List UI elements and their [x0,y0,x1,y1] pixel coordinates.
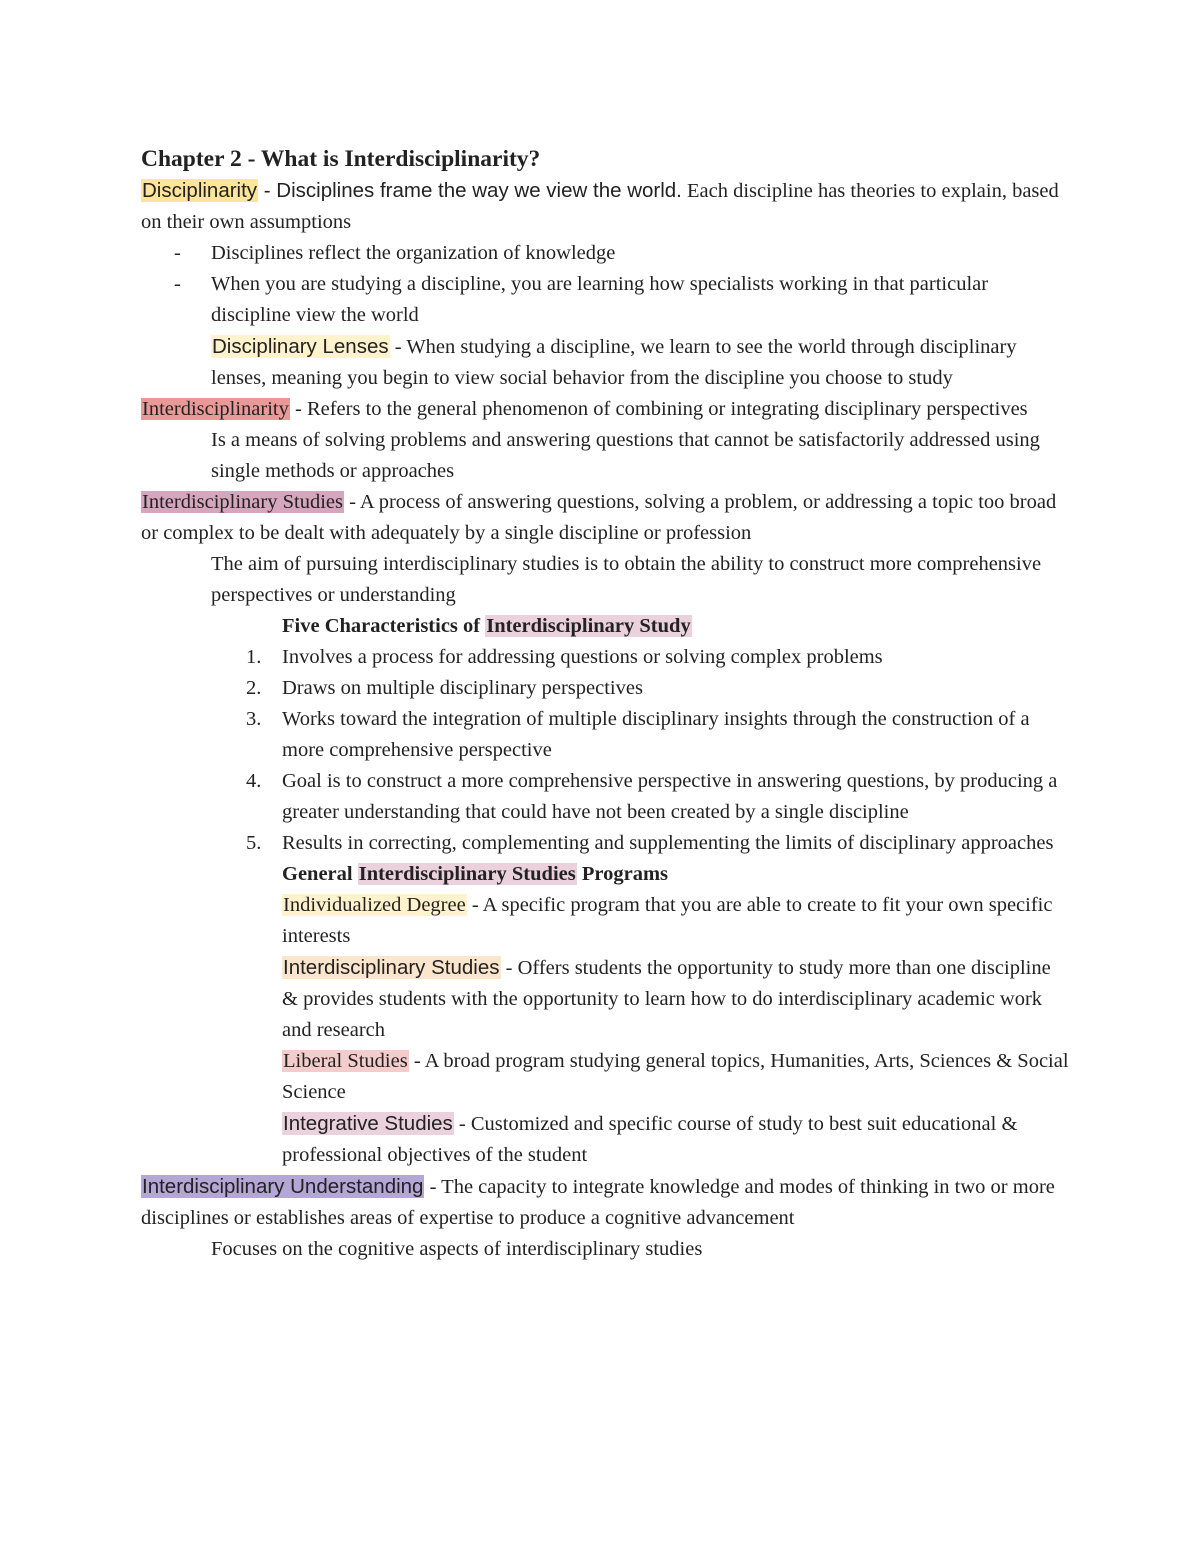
program-definition: - Offers students the opportunity to study more than one discipline & provides students with the opportunity to learn how to do interdisciplinary academic work and research [282,957,1051,1041]
list-number: 3. [246,708,262,730]
document-content [141,144,1071,1265]
program-item [141,890,1071,952]
interdisciplinary-understanding-definition: - The capacity to integrate knowledge and modes of thinking in two or more disciplines or establishes areas of expertise to produce a cognitive advancement [141,1176,1055,1229]
program-term: Integrative Studies [283,1112,453,1135]
disciplinary-lenses-term: Disciplinary Lenses [212,335,389,358]
list-item-text: Results in correcting, complementing and supplementing the limits of disciplinary approaches [282,832,1054,854]
bullet-marker: - [174,242,181,264]
interdisciplinary-studies-note: The aim of pursuing interdisciplinary studies is to obtain the ability to construct more comprehensive perspectives or understanding [211,553,1042,606]
interdisciplinary-studies-paragraph [141,487,1071,549]
interdisciplinarity-definition: - Refers to the general phenomenon of combining or integrating disciplinary perspectives [289,398,1028,420]
interdisciplinary-understanding-note: Focuses on the cognitive aspects of interdisciplinary studies [211,1238,703,1260]
program-definition: - A broad program studying general topics, Humanities, Arts, Sciences & Social Science [282,1050,1069,1103]
program-item [141,952,1071,1046]
program-item [141,1108,1071,1171]
interdisciplinarity-paragraph [141,394,1071,425]
program-definition: - Customized and specific course of study to best suit educational & professional objectives of the student [282,1113,1018,1166]
list-item [141,238,1071,269]
disciplinarity-term: Disciplinarity [142,179,258,202]
list-item-text: Works toward the integration of multiple disciplinary insights through the construction of a more comprehensive perspective [282,708,1030,761]
bullet-text: Disciplines reflect the organization of knowledge [211,242,616,264]
program-item [141,1046,1071,1108]
list-item [141,269,1071,331]
page-title: Chapter 2 - What is Interdisciplinarity? [141,146,541,172]
bullet-marker: - [174,273,181,295]
list-item [141,673,1071,704]
disciplinary-lenses-paragraph [141,331,1071,394]
disciplinarity-definition: Each discipline has theories to explain, based on their own assumptions [141,180,1059,233]
five-characteristics-heading [141,611,1071,642]
list-number: 1. [246,646,262,668]
list-item [141,704,1071,766]
list-item-text: Involves a process for addressing questions or solving complex problems [282,646,883,668]
heading-term: Interdisciplinary Study [486,615,691,637]
interdisciplinarity-term: Interdisciplinarity [142,398,289,420]
disciplinarity-definition-lead: - Disciplines frame the way we view the world. [258,179,682,202]
interdisciplinary-understanding-paragraph [141,1171,1071,1234]
bullet-text: When you are studying a discipline, you are learning how specialists working in that particular discipline view the world [211,273,989,326]
heading-prefix: General [282,863,358,885]
disciplinary-lenses-definition: - When studying a discipline, we learn to see the world through disciplinary lenses, meaning you begin to view social behavior from the discipline you choose to study [211,336,1017,389]
interdisciplinary-understanding-term: Interdisciplinary Understanding [142,1175,424,1198]
list-number: 5. [246,832,262,854]
program-term: Interdisciplinary Studies [283,956,500,979]
program-term: Individualized Degree [283,894,466,916]
interdisciplinary-studies-term: Interdisciplinary Studies [142,491,343,513]
programs-heading [141,859,1071,890]
heading-prefix: Five Characteristics of [282,615,486,637]
program-term: Liberal Studies [283,1050,408,1072]
characteristics-list [141,642,1071,859]
list-number: 4. [246,770,262,792]
interdisciplinary-studies-definition: - A process of answering questions, solving a problem, or addressing a topic too broad or complex to be dealt with adequately by a single discipline or profession [141,491,1057,544]
disciplinarity-paragraph [141,175,1071,238]
list-item-text: Draws on multiple disciplinary perspectives [282,677,643,699]
interdisciplinarity-note: Is a means of solving problems and answering questions that cannot be satisfactorily addressed using single methods or approaches [211,429,1040,482]
list-item-text: Goal is to construct a more comprehensive perspective in answering questions, by producing a greater understanding that could have not been created by a single discipline [282,770,1058,823]
list-item [141,642,1071,673]
program-definition: - A specific program that you are able to create to fit your own specific interests [282,894,1053,947]
list-item [141,828,1071,859]
heading-term: Interdisciplinary Studies [358,863,576,885]
list-number: 2. [246,677,262,699]
list-item [141,766,1071,828]
heading-suffix: Programs [576,863,668,885]
